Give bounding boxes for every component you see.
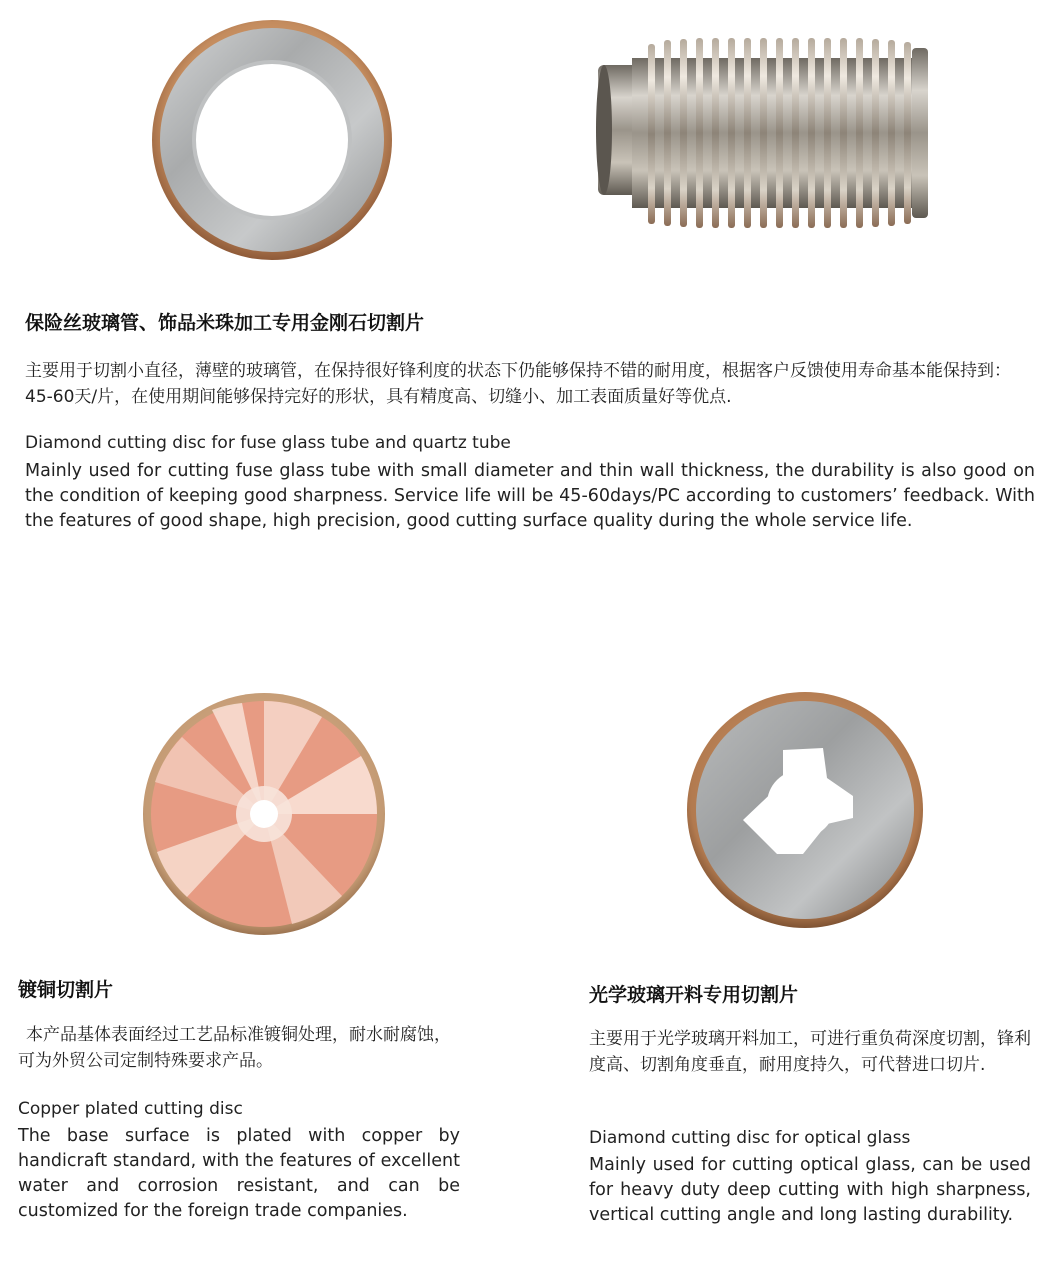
fuse-glass-disc-en-desc: Mainly used for cutting fuse glass tube with small diameter and thin wall thickness, the durability is also good on the condition of keeping good sharpness. Service life will be 45-60days/PC according to customers’ feedback. With the features of good shape, high precision, good cutting surface quality during the whole service life. [25,461,1035,531]
optical-glass-disc-cn-title: 光学玻璃开料专用切割片 [589,984,799,1006]
optical-glass-disc-image [685,692,925,932]
disc-hole [196,64,348,216]
fuse-glass-disc-cn-title: 保险丝玻璃管、饰品米珠加工专用金刚石切割片 [25,312,425,334]
copper-plated-disc-cn-title: 镀铜切割片 [18,979,114,1001]
optical-glass-disc-en-desc: Mainly used for cutting optical glass, can be used for heavy duty deep cutting with high sharpness, vertical cutting angle and long lasting durability. [589,1155,1031,1225]
optical-glass-disc-en-title: Diamond cutting disc for optical glass [589,1128,911,1148]
shaft-collar [912,48,928,218]
disc-hole [250,800,278,828]
shaft-face [596,65,612,195]
fuse-glass-disc-image [150,18,395,263]
fuse-glass-disc-en-title: Diamond cutting disc for fuse glass tube and quartz tube [25,433,511,453]
fuse-glass-disc-cn-desc: 主要用于切割小直径，薄壁的玻璃管，在保持很好锋利度的状态下仍能够保持不错的耐用度，根据客户反馈使用寿命基本能保持到：45-60天/片，在使用期间能够保持完好的形状，具有精度高、切缝小、加工表面质量好等优点. [25,361,1011,407]
gang-saw-blade-image [592,30,937,235]
copper-plated-disc-image [142,692,387,937]
copper-plated-disc-en-desc: The base surface is plated with copper by handicraft standard, with the features of excellent water and corrosion resistant, and can be customized for the foreign trade companies. [18,1126,460,1221]
optical-glass-disc-cn-desc: 主要用于光学玻璃开料加工，可进行重负荷深度切割，锋利度高、切割角度垂直，耐用度持久，可代替进口切片. [589,1029,1031,1075]
hole-center [767,770,835,838]
copper-plated-disc-en-title: Copper plated cutting disc [18,1099,243,1119]
copper-plated-disc-cn-desc: 本产品基体表面经过工艺品标准镀铜处理，耐水耐腐蚀，可为外贸公司定制特殊要求产品。 [18,1025,451,1071]
